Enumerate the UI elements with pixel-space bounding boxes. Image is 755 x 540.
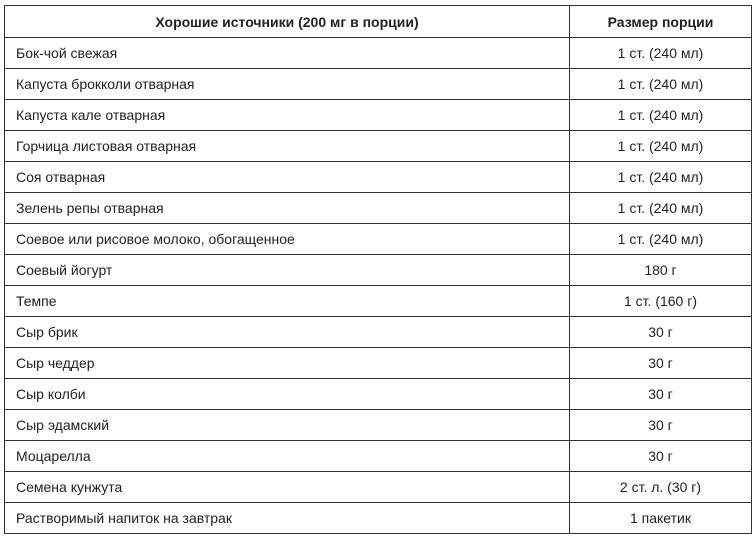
- table-row: [5, 193, 752, 224]
- food-cell: Соевый йогурт: [5, 255, 570, 286]
- table-row: [5, 162, 752, 193]
- table-row: [5, 410, 752, 441]
- calcium-sources-table-container: [4, 5, 751, 534]
- table-row: [5, 472, 752, 503]
- table-row: [5, 224, 752, 255]
- table-row: [5, 255, 752, 286]
- table-row: [5, 441, 752, 472]
- food-cell: Капуста брокколи отварная: [5, 69, 570, 100]
- portion-cell: 1 ст. (240 мл): [570, 69, 752, 100]
- header-food-source: Хорошие источники (200 мг в порции): [5, 6, 570, 38]
- food-cell: Бок-чой свежая: [5, 38, 570, 69]
- table-row: [5, 100, 752, 131]
- portion-cell: 1 ст. (240 мл): [570, 193, 752, 224]
- food-cell: Капуста кале отварная: [5, 100, 570, 131]
- food-cell: Сыр чеддер: [5, 348, 570, 379]
- table-row: [5, 503, 752, 534]
- calcium-sources-table: [4, 5, 752, 534]
- table-row: [5, 38, 752, 69]
- portion-cell: 1 ст. (240 мл): [570, 100, 752, 131]
- portion-cell: 2 ст. л. (30 г): [570, 472, 752, 503]
- food-cell: Моцарелла: [5, 441, 570, 472]
- portion-cell: 1 пакетик: [570, 503, 752, 534]
- portion-cell: 1 ст. (240 мл): [570, 162, 752, 193]
- table-row: [5, 317, 752, 348]
- header-row: [5, 6, 752, 38]
- food-cell: Зелень репы отварная: [5, 193, 570, 224]
- table-row: [5, 286, 752, 317]
- food-cell: Сыр колби: [5, 379, 570, 410]
- table-header: [5, 6, 752, 38]
- portion-cell: 30 г: [570, 379, 752, 410]
- food-cell: Горчица листовая отварная: [5, 131, 570, 162]
- food-cell: Темпе: [5, 286, 570, 317]
- food-cell: Семена кунжута: [5, 472, 570, 503]
- portion-cell: 30 г: [570, 348, 752, 379]
- table-row: [5, 379, 752, 410]
- portion-cell: 1 ст. (240 мл): [570, 38, 752, 69]
- portion-cell: 30 г: [570, 317, 752, 348]
- food-cell: Соевое или рисовое молоко, обогащенное: [5, 224, 570, 255]
- food-cell: Растворимый напиток на завтрак: [5, 503, 570, 534]
- portion-cell: 1 ст. (240 мл): [570, 131, 752, 162]
- food-cell: Сыр эдамский: [5, 410, 570, 441]
- portion-cell: 1 ст. (240 мл): [570, 224, 752, 255]
- food-cell: Соя отварная: [5, 162, 570, 193]
- table-row: [5, 69, 752, 100]
- portion-cell: 30 г: [570, 410, 752, 441]
- header-portion-size: Размер порции: [570, 6, 752, 38]
- portion-cell: 30 г: [570, 441, 752, 472]
- table-row: [5, 131, 752, 162]
- table-body: [5, 38, 752, 534]
- portion-cell: 1 ст. (160 г): [570, 286, 752, 317]
- portion-cell: 180 г: [570, 255, 752, 286]
- table-row: [5, 348, 752, 379]
- food-cell: Сыр брик: [5, 317, 570, 348]
